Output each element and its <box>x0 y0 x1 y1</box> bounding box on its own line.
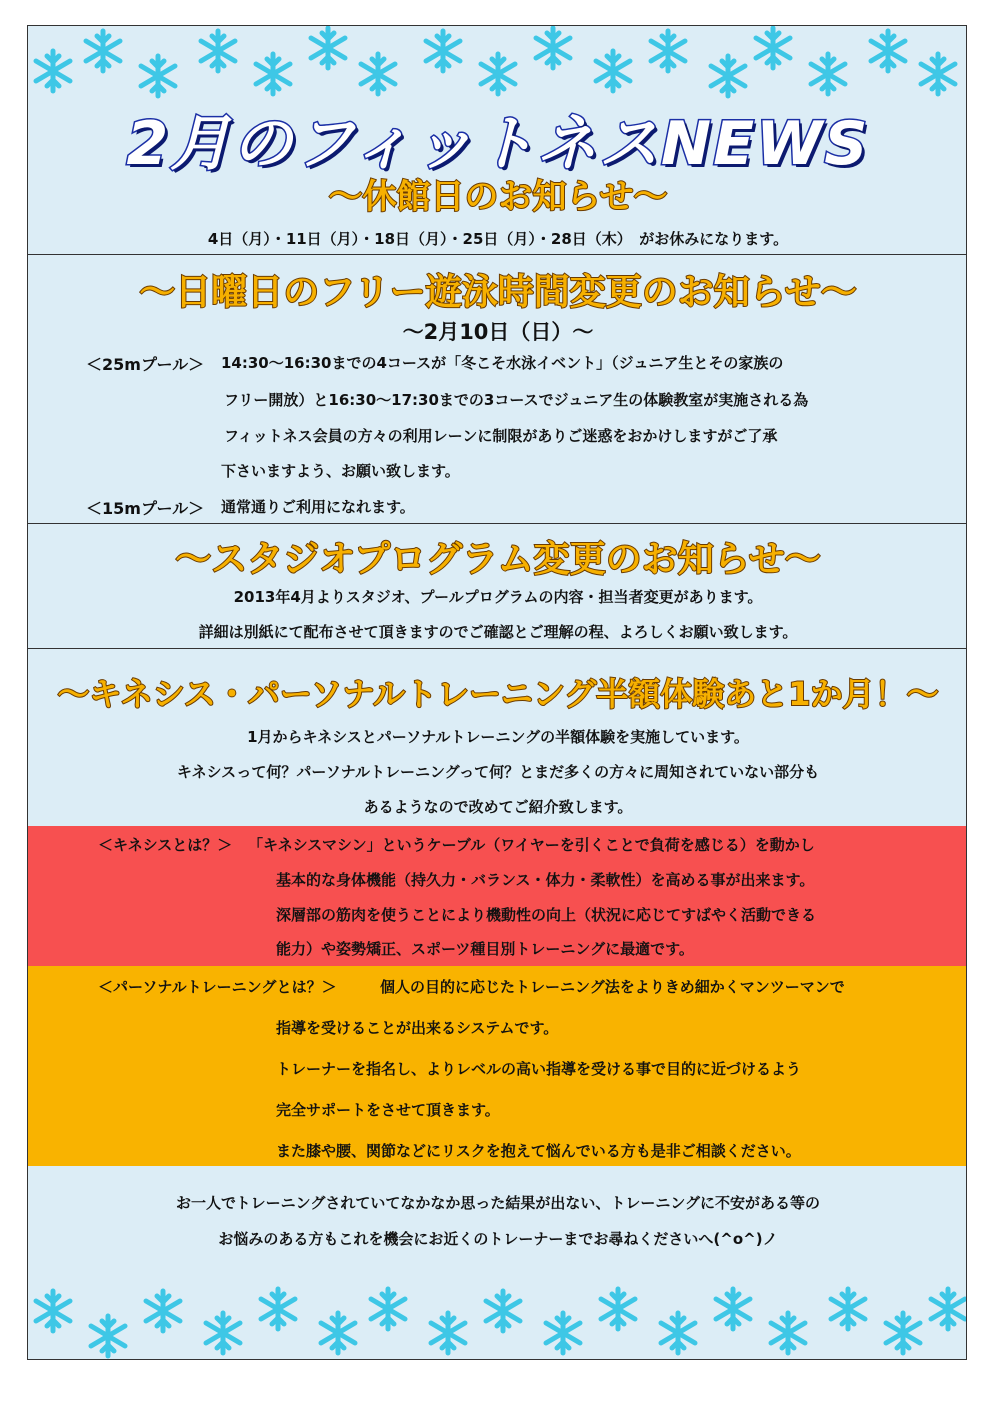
studio-heading: ～スタジオプログラム変更のお知らせ～ <box>175 539 821 580</box>
studio-line-2: 詳細は別紙にて配布させて頂きますのでご確認とご理解の程、よろしくお願い致します。 <box>198 623 798 641</box>
pool25-line-3: フィットネス会員の方々の利用レーンに制限がありご迷惑をおかけしますがご了承 <box>224 427 778 445</box>
kinesis-line-4: 能力）や姿勢矯正、スポーツ種目別トレーニングに最適です。 <box>276 940 694 958</box>
newsletter-title: 2月のフィットネスNEWS <box>126 109 870 179</box>
pool25-label: ＜25mプール＞ <box>86 355 205 374</box>
kinesis-intro-1: 1月からキネシスとパーソナルトレーニングの半額体験を実施しています。 <box>247 728 749 746</box>
kinesis-line-2: 基本的な身体機能（持久力・バランス・体力・柔軟性）を高める事が出来ます。 <box>276 871 815 889</box>
pool15-text: 通常通りご利用になれます。 <box>221 498 415 516</box>
divider <box>28 648 967 649</box>
personal-line-4: 完全サポートをさせて頂きます。 <box>276 1101 500 1119</box>
pool25-line-4: 下さいますよう、お願い致します。 <box>221 462 460 480</box>
studio-line-1: 2013年4月よりスタジオ、プールプログラムの内容・担当者変更があります。 <box>233 588 763 606</box>
pool25-line-2: フリー開放）と16:30～17:30までの3コースでジュニア生の体験教室が実施される為 <box>224 391 809 409</box>
kinesis-intro-3: あるようなので改めてご紹介致します。 <box>363 798 633 816</box>
divider <box>28 523 967 524</box>
snowflake-icon <box>28 26 967 106</box>
closure-heading: ～休館日のお知らせ～ <box>328 177 668 217</box>
kinesis-label: ＜キネシスとは？＞ <box>98 836 233 854</box>
personal-label: ＜パーソナルトレーニングとは？＞ <box>98 978 337 996</box>
kinesis-heading: ～キネシス・パーソナルトレーニング半額体験あと1か月！～ <box>57 675 939 713</box>
pool15-label: ＜15mプール＞ <box>86 499 205 518</box>
flyer-frame <box>27 25 967 1360</box>
personal-line-5: また膝や腰、関節などにリスクを抱えて悩んでいる方も是非ご相談ください。 <box>276 1142 801 1160</box>
snowflake-border-top <box>28 26 967 106</box>
pool25-line-1: 14:30～16:30までの4コースが「冬こそ水泳イベント」（ジュニア生とその家族の <box>221 354 784 372</box>
snowflake-border-bottom <box>28 1281 967 1360</box>
kinesis-intro-2: キネシスって何？パーソナルトレーニングって何？とまだ多くの方々に周知されていない部分も <box>176 763 820 781</box>
sunday-date: ～2月10日（日）～ <box>402 320 594 344</box>
personal-line-3: トレーナーを指名し、よりレベルの高い指導を受ける事で目的に近づけるよう <box>276 1060 802 1078</box>
sunday-heading: ～日曜日のフリー遊泳時間変更のお知らせ～ <box>139 272 857 313</box>
kinesis-line-1: 「キネシスマシン」というケーブル（ワイヤーを引くことで負荷を感じる）を動かし <box>248 836 815 854</box>
personal-line-2: 指導を受けることが出来るシステムです。 <box>276 1019 559 1037</box>
closing-line-1: お一人でトレーニングされていてなかなか思った結果が出ない、トレーニングに不安がある等の <box>175 1194 821 1212</box>
snowflake-icon <box>28 1281 967 1360</box>
closure-dates: 4日（月）・11日（月）・18日（月）・25日（月）・28日（木） がお休みになります。 <box>207 230 789 248</box>
personal-line-1: 個人の目的に応じたトレーニング法をよりきめ細かくマンツーマンで <box>380 978 845 996</box>
kinesis-line-3: 深層部の筋肉を使うことにより機動性の向上（状況に応じてすばやく活動できる <box>276 906 817 924</box>
divider <box>28 254 967 255</box>
closing-line-2: お悩みのある方もこれを機会にお近くのトレーナーまでお尋ねくださいへ(^o^)ノ <box>218 1230 778 1248</box>
